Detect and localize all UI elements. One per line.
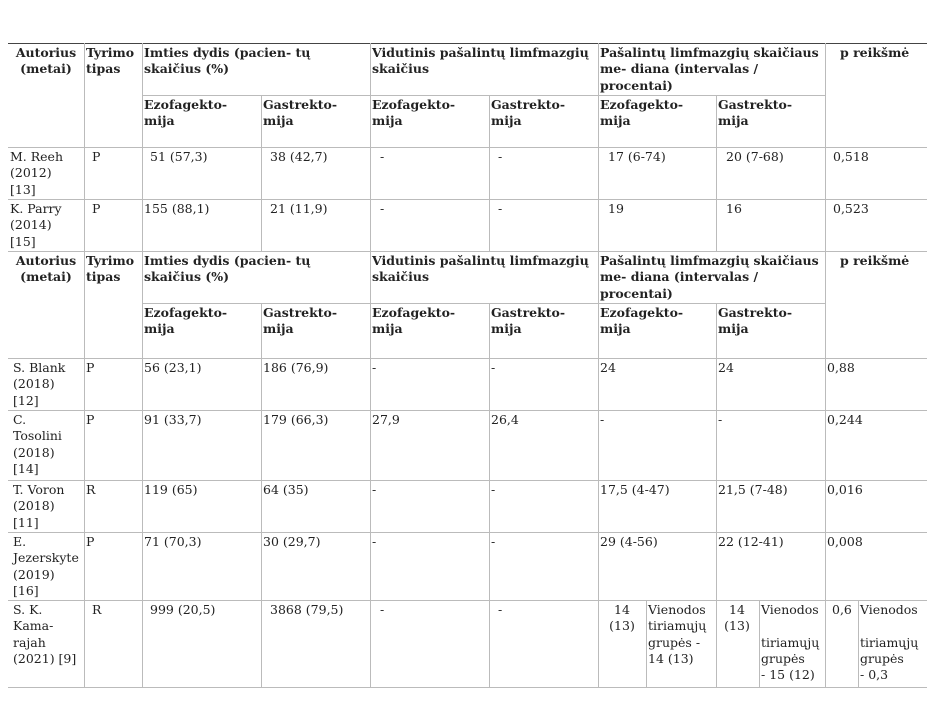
cell-sample-esoph: 51 (57,3) — [150, 149, 208, 164]
cell-mean-esoph: - — [372, 482, 377, 497]
cell-author: S. Blank (2018) [12] — [13, 360, 66, 408]
cell-p: 0,523 — [833, 201, 869, 216]
table-line — [489, 95, 490, 251]
header-sample: Imties dydis (pacien- tų skaičius (%) — [144, 45, 311, 77]
cell-mean-gastr: - — [498, 602, 503, 617]
header-esoph: Ezofagekto- mija — [372, 97, 456, 129]
header-gastr: Gastrekto- mija — [491, 97, 566, 129]
cell-sample-esoph: 155 (88,1) — [144, 201, 210, 216]
cell-median-esoph: 24 — [600, 360, 616, 375]
header-mean: Vidutinis pašalintų limfmazgių skaičius — [372, 253, 589, 285]
cell-type: P — [92, 149, 101, 164]
cell-p-note: Vienodos tiriamųjų grupės - 0,3 — [860, 602, 919, 682]
table-line — [8, 532, 927, 533]
cell-sample-esoph: 91 (33,7) — [144, 412, 202, 427]
header-type: Tyrimo tipas — [86, 45, 135, 77]
header-author: Autorius (metai) — [15, 253, 77, 285]
cell-mean-gastr: - — [491, 360, 496, 375]
cell-mean-esoph: 27,9 — [372, 412, 400, 427]
header-gastr: Gastrekto- mija — [263, 97, 338, 129]
table-line — [716, 95, 717, 251]
cell-median-esoph: 29 (4-56) — [600, 534, 658, 549]
table-line — [8, 687, 927, 688]
cell-median-gastr: 14 (13) — [724, 602, 750, 634]
table-line — [489, 303, 490, 687]
header-median: Pašalintų limfmazgių skaičiaus me- diana (intervalas / procentai) — [600, 45, 819, 93]
table-line — [8, 147, 927, 148]
cell-median-gastr-note: Vienodos tiriamųjų grupės - 15 (12) — [761, 602, 820, 682]
cell-type: R — [92, 602, 102, 617]
cell-sample-gastr: 3868 (79,5) — [270, 602, 344, 617]
table-line — [8, 480, 927, 481]
cell-author: C. Tosolini (2018) [14] — [13, 412, 62, 476]
cell-sample-esoph: 999 (20,5) — [150, 602, 216, 617]
table-line — [646, 600, 647, 687]
cell-type: P — [86, 360, 95, 375]
header-mean: Vidutinis pašalintų limfmazgių skaičius — [372, 45, 589, 77]
header-esoph: Ezofagekto- mija — [144, 305, 228, 337]
header-gastr: Gastrekto- mija — [491, 305, 566, 337]
cell-sample-esoph: 119 (65) — [144, 482, 198, 497]
cell-median-esoph: 17,5 (4-47) — [600, 482, 670, 497]
cell-type: P — [86, 534, 95, 549]
table-line — [142, 95, 825, 96]
table-line — [8, 199, 927, 200]
cell-median-gastr: 16 — [726, 201, 742, 216]
cell-sample-gastr: 30 (29,7) — [263, 534, 321, 549]
cell-mean-esoph: - — [372, 534, 377, 549]
table-line — [759, 600, 760, 687]
header-esoph: Ezofagekto- mija — [372, 305, 456, 337]
cell-mean-gastr: - — [491, 482, 496, 497]
table-line — [8, 410, 927, 411]
table-line — [598, 43, 599, 687]
header-esoph: Ezofagekto- mija — [600, 97, 684, 129]
cell-median-gastr: 24 — [718, 360, 734, 375]
cell-type: P — [86, 412, 95, 427]
cell-median-gastr: 20 (7-68) — [726, 149, 784, 164]
table-line — [84, 43, 85, 687]
cell-p: 0,518 — [833, 149, 869, 164]
header-gastr: Gastrekto- mija — [718, 305, 793, 337]
table-line — [261, 303, 262, 687]
header-gastr: Gastrekto- mija — [263, 305, 338, 337]
cell-p: 0,016 — [827, 482, 863, 497]
cell-mean-gastr: - — [498, 149, 503, 164]
header-sample: Imties dydis (pacien- tų skaičius (%) — [144, 253, 311, 285]
cell-p: 0,244 — [827, 412, 863, 427]
header-esoph: Ezofagekto- mija — [600, 305, 684, 337]
cell-median-esoph: 19 — [608, 201, 624, 216]
cell-mean-gastr: - — [491, 534, 496, 549]
table-line — [8, 358, 927, 359]
header-median: Pašalintų limfmazgių skaičiaus me- diana (intervalas / procentai) — [600, 253, 819, 301]
cell-mean-esoph: - — [380, 201, 385, 216]
cell-median-esoph: 14 (13) — [609, 602, 635, 634]
cell-median-esoph: 17 (6-74) — [608, 149, 666, 164]
cell-mean-gastr: 26,4 — [491, 412, 519, 427]
cell-author: S. K. Kama- rajah (2021) [9] — [13, 602, 77, 666]
cell-author: K. Parry (2014) [15] — [10, 201, 62, 249]
cell-p: 0,88 — [827, 360, 855, 375]
cell-p: 0,008 — [827, 534, 863, 549]
cell-sample-gastr: 21 (11,9) — [270, 201, 328, 216]
header-p: p reikšmė — [840, 45, 910, 60]
cell-sample-esoph: 56 (23,1) — [144, 360, 202, 375]
cell-median-esoph: - — [600, 412, 605, 427]
table-border-top — [8, 43, 927, 44]
cell-mean-esoph: - — [380, 149, 385, 164]
table-line — [370, 43, 371, 687]
cell-mean-esoph: - — [372, 360, 377, 375]
cell-sample-esoph: 71 (70,3) — [144, 534, 202, 549]
table-line — [261, 95, 262, 251]
cell-sample-gastr: 64 (35) — [263, 482, 309, 497]
header-gastr: Gastrekto- mija — [718, 97, 793, 129]
cell-author: M. Reeh (2012) [13] — [10, 149, 64, 197]
header-p: p reikšmė — [840, 253, 910, 268]
table-line — [8, 600, 927, 601]
table-line — [142, 303, 825, 304]
cell-type: R — [86, 482, 96, 497]
cell-sample-gastr: 38 (42,7) — [270, 149, 328, 164]
cell-mean-gastr: - — [498, 201, 503, 216]
cell-mean-esoph: - — [380, 602, 385, 617]
table-line — [825, 43, 826, 687]
cell-sample-gastr: 179 (66,3) — [263, 412, 329, 427]
cell-p: 0,6 — [832, 602, 852, 617]
header-esoph: Ezofagekto- mija — [144, 97, 228, 129]
cell-median-gastr: 22 (12-41) — [718, 534, 784, 549]
header-author: Autorius (metai) — [15, 45, 77, 77]
cell-author: E. Jezerskyte (2019) [16] — [13, 534, 79, 598]
table-line — [858, 600, 859, 687]
table-line — [8, 251, 927, 252]
cell-author: T. Voron (2018) [11] — [13, 482, 65, 530]
header-type: Tyrimo tipas — [86, 253, 135, 285]
cell-median-gastr: 21,5 (7-48) — [718, 482, 788, 497]
cell-median-gastr: - — [718, 412, 723, 427]
table-line — [716, 303, 717, 687]
table-line — [142, 43, 143, 687]
cell-median-esoph-note: Vienodos tiriamųjų grupės - 14 (13) — [648, 602, 707, 666]
cell-sample-gastr: 186 (76,9) — [263, 360, 329, 375]
cell-type: P — [92, 201, 101, 216]
